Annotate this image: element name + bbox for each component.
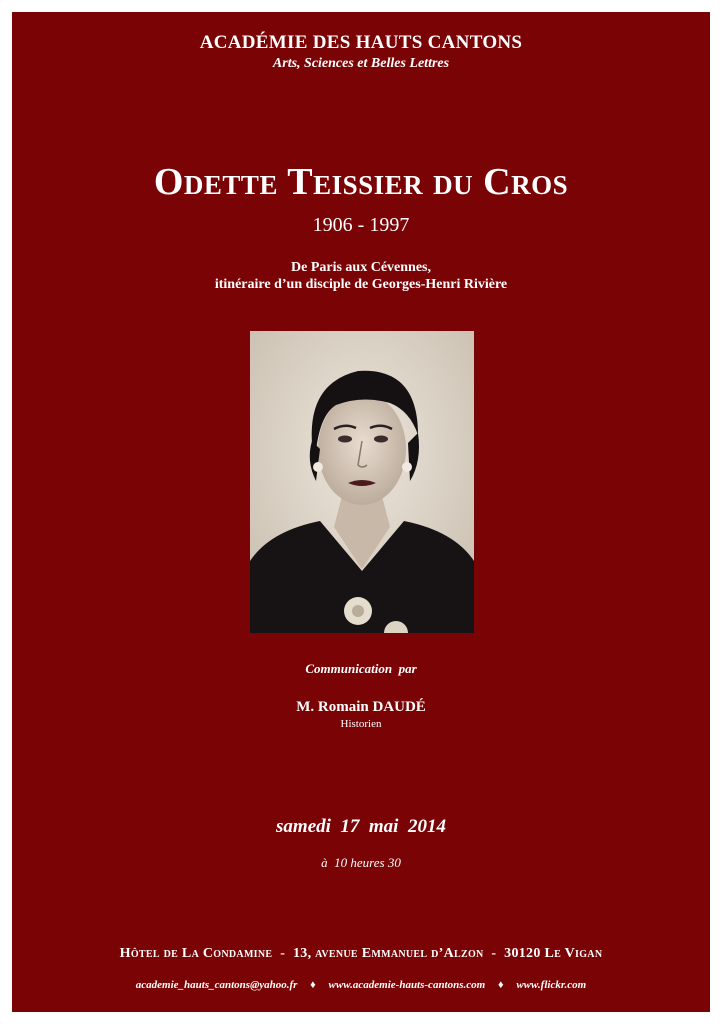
subtitle-line-1: De Paris aux Cévennes, [291, 260, 431, 275]
venue-city: 30120 Le Vigan [504, 946, 603, 961]
communication-label: Communication par [305, 661, 417, 676]
flickr-link[interactable]: www.flickr.com [516, 979, 587, 991]
website-link[interactable]: www.academie-hauts-cantons.com [328, 979, 486, 991]
lecture-subtitle [12, 259, 710, 293]
venue-name: Hôtel de La Condamine [119, 946, 273, 961]
speaker-role: Historien [340, 718, 382, 730]
event-time: à 10 heures 30 [321, 855, 401, 870]
venue-address [12, 946, 710, 962]
portrait-photo [250, 331, 474, 633]
email-link[interactable]: academie_hauts_cantons@yahoo.fr [135, 979, 298, 991]
venue-street: 13, avenue Emmanuel d’Alzon [292, 946, 484, 961]
diamond-separator-icon: ♦ [310, 979, 316, 991]
speaker-name: M. Romain DAUDÉ [296, 699, 426, 715]
venue-separator: - [280, 946, 286, 961]
organization-subtitle: Arts, Sciences et Belles Lettres [272, 56, 450, 71]
event-date: samedi 17 mai 2014 [276, 816, 446, 837]
lecture-title: Odette Teissier du Cros [153, 161, 569, 203]
subtitle-line-2: itinéraire d’un disciple de Georges-Henri Rivière [214, 277, 508, 292]
diamond-separator-icon: ♦ [497, 979, 504, 991]
organization-name: ACADÉMIE DES HAUTS CANTONS [199, 32, 523, 53]
contact-links [12, 979, 710, 991]
venue-separator: - [491, 946, 497, 961]
life-dates: 1906 - 1997 [312, 214, 410, 236]
poster [12, 12, 710, 1012]
